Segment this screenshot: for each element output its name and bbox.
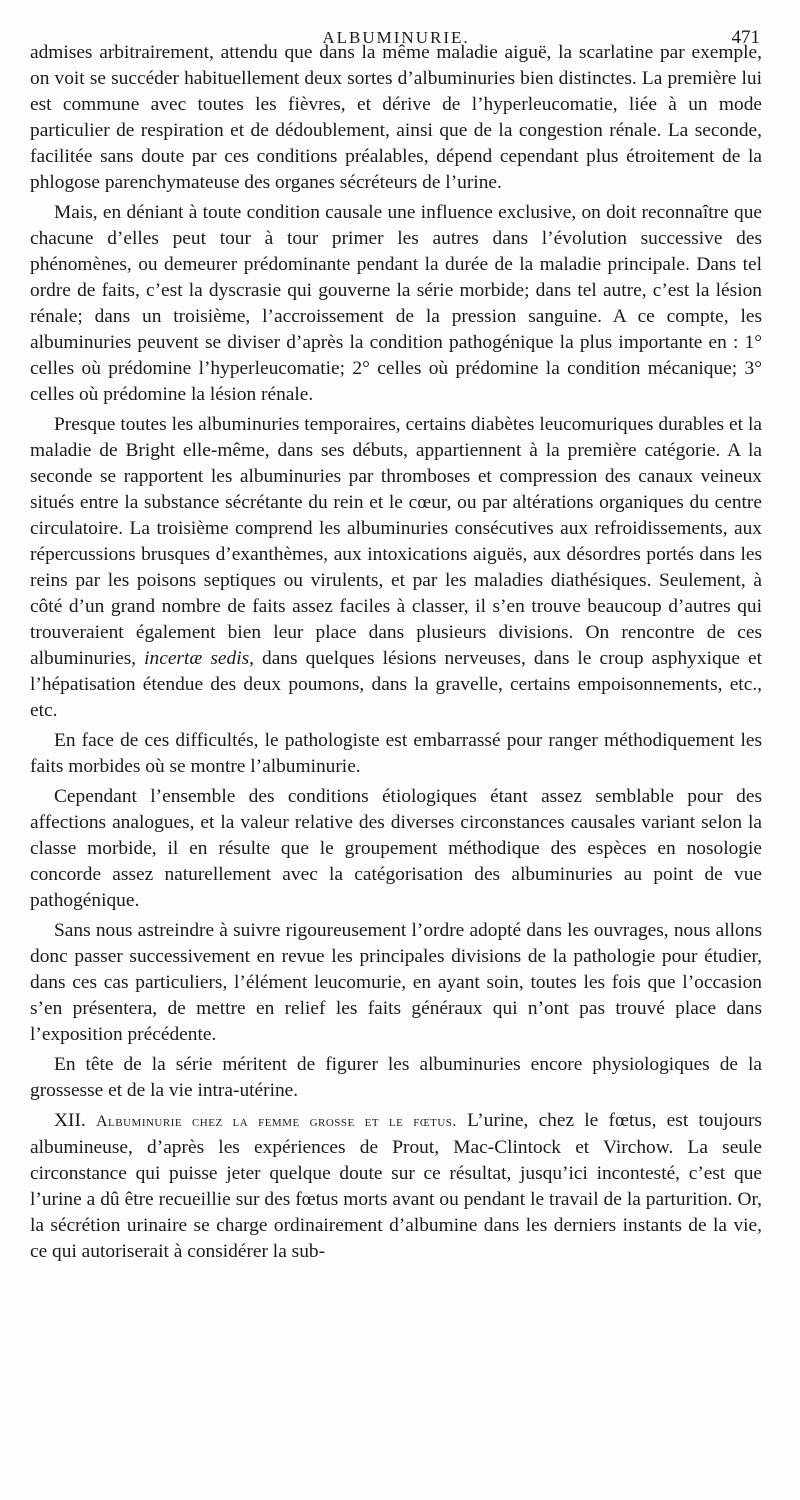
paragraph-7: En tête de la série méritent de figurer les albuminuries encore physiologiques de la grossesse et de la vie intra-utérine.	[30, 1054, 762, 1101]
paragraph-2: Mais, en déniant à toute condition causale une influence exclusive, on doit reconnaître que chacune d’elles peut tour à tour primer les autres dans l’évolution successive des phénomènes, ou demeurer prédominante pendant la durée de la maladie principale. Dans tel ordre de faits, c’est la dyscrasie qui gouverne la série morbide; dans tel autre, c’est la lésion rénale; dans un troisième, l’accroissement de la pression sanguine. A ce compte, les albuminuries peuvent se diviser d’après la condition pathogénique la plus importante en : 1° celles où prédomine l’hyperleucomatie; 2° celles où prédomine la condition mécanique; 3° celles où prédomine la lésion rénale.	[30, 202, 762, 405]
section-heading: Albuminurie chez la femme grosse et le fœtus.	[95, 1113, 457, 1130]
italic-phrase: incertæ sedis,	[144, 648, 254, 669]
paragraph-3-part-b: dans quelques lésions nerveuses, dans le croup asphyxique et l’hépatisation étendue des deux poumons, dans la gravelle, certains empoisonnements, etc., etc.	[30, 648, 762, 721]
section-xii-paragraph	[30, 1108, 762, 1265]
paragraph-5: Cependant l’ensemble des conditions étiologiques étant assez semblable pour des affections analogues, et la valeur relative des diverses circonstances causales variant selon la classe morbide, il en résulte que le groupement méthodique des espèces en nosologie concorde assez naturellement avec la catégorisation des albuminuries au point de vue pathogénique.	[30, 786, 762, 911]
page-number: 471	[731, 27, 760, 48]
body-text	[30, 40, 762, 1265]
paragraph-3-part-a: Presque toutes les albuminuries temporaires, certains diabètes leucomuriques durables et la maladie de Bright elle-même, dans ses débuts, appartiennent à la première catégorie. A la seconde se rapportent les albuminuries par thromboses et compression des canaux veineux situés entre la substance sécrétante du rein et le cœur, ou par altérations organiques du centre circulatoire. La troisième comprend les albuminuries consécutives aux refroidissements, aux répercussions brusques d’exanthèmes, aux intoxications aiguës, aux désordres portés dans les reins par les poisons septiques ou virulents, et par les maladies diathésiques. Seulement, à côté d’un grand nombre de faits assez faciles à classer, il s’en trouve beaucoup d’autres qui trouveraient également bien leur place dans plusieurs divisions. On rencontre de ces albuminuries,	[30, 414, 762, 669]
section-number: XII.	[54, 1110, 86, 1131]
paragraph-1: admises arbitrairement, attendu que dans la même maladie aiguë, la scarlatine par exemple, on voit se succéder habituellement deux sortes d’albuminuries bien distinctes. La première lui est commune avec toutes les fièvres, et dérive de l’hyperleucomatie, liée à un mode particulier de respiration et de dédoublement, ainsi que de la congestion rénale. La seconde, facilitée sans doute par ces conditions préalables, dépend cependant plus étroitement de la phlogose parenchymateuse des organes sécréteurs de l’urine.	[30, 42, 762, 193]
running-title: ALBUMINURIE.	[322, 28, 470, 47]
paragraph-3	[30, 412, 762, 724]
paragraph-6: Sans nous astreindre à suivre rigoureusement l’ordre adopté dans les ouvrages, nous allons donc passer successivement en revue les principales divisions de la pathologie pour étudier, dans ces cas particuliers, l’élément leucomurie, en ayant soin, toutes les fois que l’occasion s’en présentera, de mettre en relief les faits généraux qui n’ont pas trouvé place dans l’exposition précédente.	[30, 920, 762, 1045]
page-header	[30, 0, 762, 48]
paragraph-4: En face de ces difficultés, le pathologiste est embarrassé pour ranger méthodiquement les faits morbides où se montre l’albuminurie.	[30, 730, 762, 777]
section-text: L’urine, chez le fœtus, est toujours albumineuse, d’après les expériences de Prout, Mac-Clintock et Virchow. La seule circonstance qui puisse jeter quelque doute sur ce résultat, jusqu’ici incontesté, c’est que l’urine a dû être recueillie sur des fœtus morts avant ou pendant le travail de la parturition. Or, la sécrétion urinaire se charge ordinairement d’albumine dans les derniers instants de la vie, ce qui autoriserait à considérer la sub-	[30, 1110, 762, 1262]
